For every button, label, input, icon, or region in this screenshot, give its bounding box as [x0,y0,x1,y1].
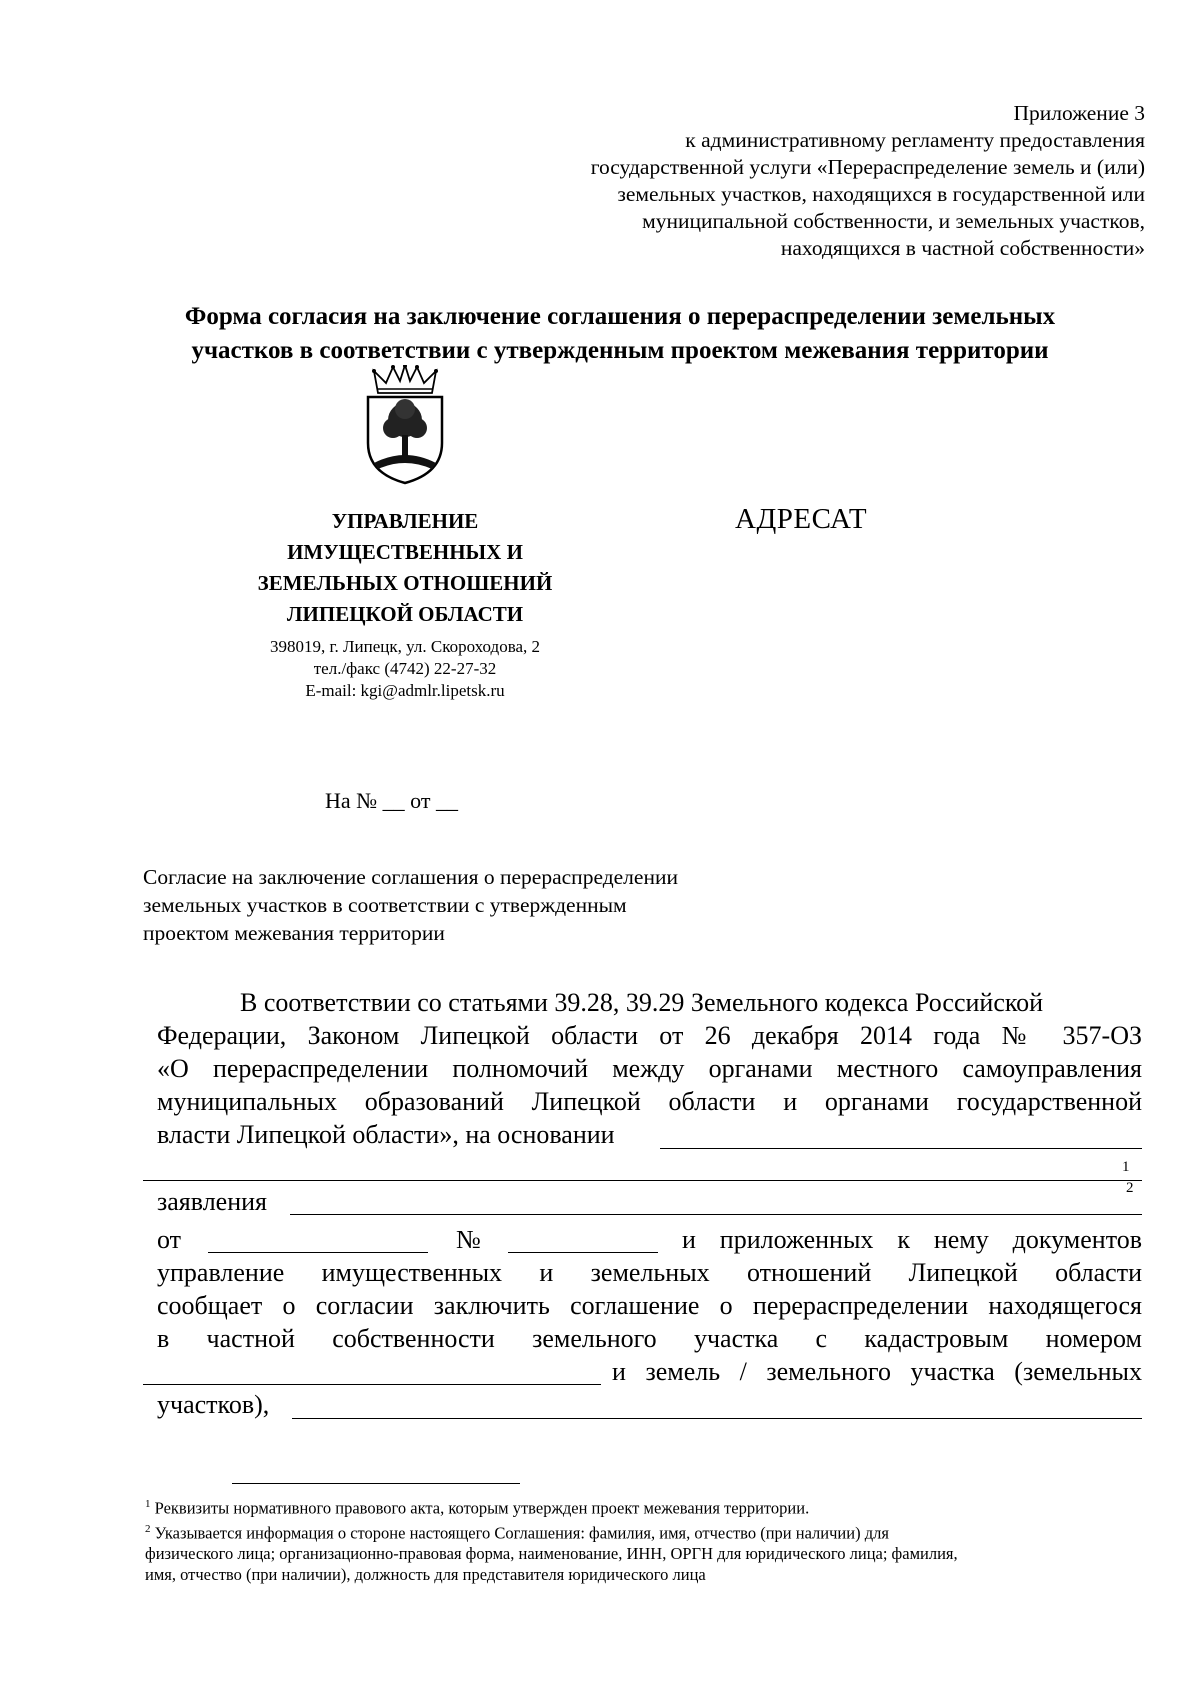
letter-subject [143,863,678,947]
body-line: и земель / земельного участка (земельных [612,1357,1142,1386]
body-line: В соответствии со статьями 39.28, 39.29 Земельного кодекса Российской [240,988,1044,1017]
subject-line: земельных участков в соответствии с утвержденным [143,893,627,917]
subject-line: проектом межевания территории [143,921,445,945]
footnote-ref: 2 [1126,1180,1134,1196]
org-phone: тел./факс (4742) 22-27-32 [313,659,497,678]
subject-line: Согласие на заключение соглашения о перераспределении [143,865,678,889]
footnote-divider [232,1483,520,1484]
footnote-2-cont: имя, отчество (при наличии), должность для представителя юридического лица [145,1565,706,1584]
basis-blank-line [660,1148,1142,1149]
body-line: «О перераспределении полномочий между органами местного самоуправления [157,1054,1142,1083]
org-address: 398019, г. Липецк, ул. Скороходова, 2 [269,637,541,656]
body-line: заявления [157,1187,268,1216]
appendix-line: государственной услуги «Перераспределение земель и (или) [590,155,1145,179]
body-line: от [157,1225,182,1254]
applicant-blank-line [290,1214,1142,1215]
form-title-line: участков в соответствии с утвержденным проектом межевания территории [191,337,1049,364]
org-name-line: УПРАВЛЕНИЕ [331,509,479,533]
appendix-line: находящихся в частной собственности» [780,236,1145,260]
appendix-line: к административному регламенту предоставления [685,128,1145,152]
appendix-line: муниципальной собственности, и земельных участков, [642,209,1145,233]
organization-contacts [225,636,585,702]
footnote-2: $^2$ Указывается информация о стороне настоящего Соглашения: фамилия, имя, отчество (при наличии) для [145,1522,889,1542]
form-title [100,300,1140,368]
appendix-line: земельных участков, находящихся в государственной или [617,182,1145,206]
reference-number: На № __ от __ [325,788,458,813]
body-line: власти Липецкой области», на основании [157,1120,615,1149]
body-line: сообщает о согласии заключить соглашение о перераспределении находящегося [157,1291,1142,1320]
basis-blank-line [143,1180,1142,1181]
form-title-line: Форма согласия на заключение соглашения о перераспределении земельных [184,303,1056,330]
number-blank-line [508,1252,658,1253]
organization-name [215,506,595,630]
addressee: АДРЕСАТ [735,503,868,535]
footnotes [145,1494,1145,1585]
body-line: и приложенных к нему документов [682,1225,1142,1254]
date-blank-line [208,1252,428,1253]
org-email: E-mail: kgi@admlr.lipetsk.ru [305,681,505,700]
appendix-header [445,100,1145,262]
coat-of-arms-icon [360,365,450,485]
body-line: в частной собственности земельного участка с кадастровым номером [157,1324,1142,1353]
org-name-line: ИМУЩЕСТВЕННЫХ И [287,540,523,564]
body-line: муниципальных образований Липецкой области и органами государственной [157,1087,1142,1116]
org-name-line: ЛИПЕЦКОЙ ОБЛАСТИ [286,602,524,626]
appendix-line: Приложение 3 [1013,101,1145,125]
footnote-2-cont: физического лица; организационно-правовая форма, наименование, ИНН, ОРГН для юридического лица; фамилия, [145,1544,958,1563]
land-blank-line [292,1418,1142,1419]
footnote-ref: 1 [1122,1159,1130,1175]
body-line: управление имущественных и земельных отношений Липецкой области [157,1258,1142,1287]
body-line: участков), [157,1390,270,1419]
cadastral-blank-line [143,1384,601,1385]
footnote-1: $^1$ Реквизиты нормативного правового акта, которым утвержден проект межевания территории. [145,1498,810,1518]
body-line: Федерации, Законом Липецкой области от 26 декабря 2014 года № 357-ОЗ [157,1021,1142,1050]
org-name-line: ЗЕМЕЛЬНЫХ ОТНОШЕНИЙ [257,571,553,595]
body-line: № [456,1225,481,1254]
